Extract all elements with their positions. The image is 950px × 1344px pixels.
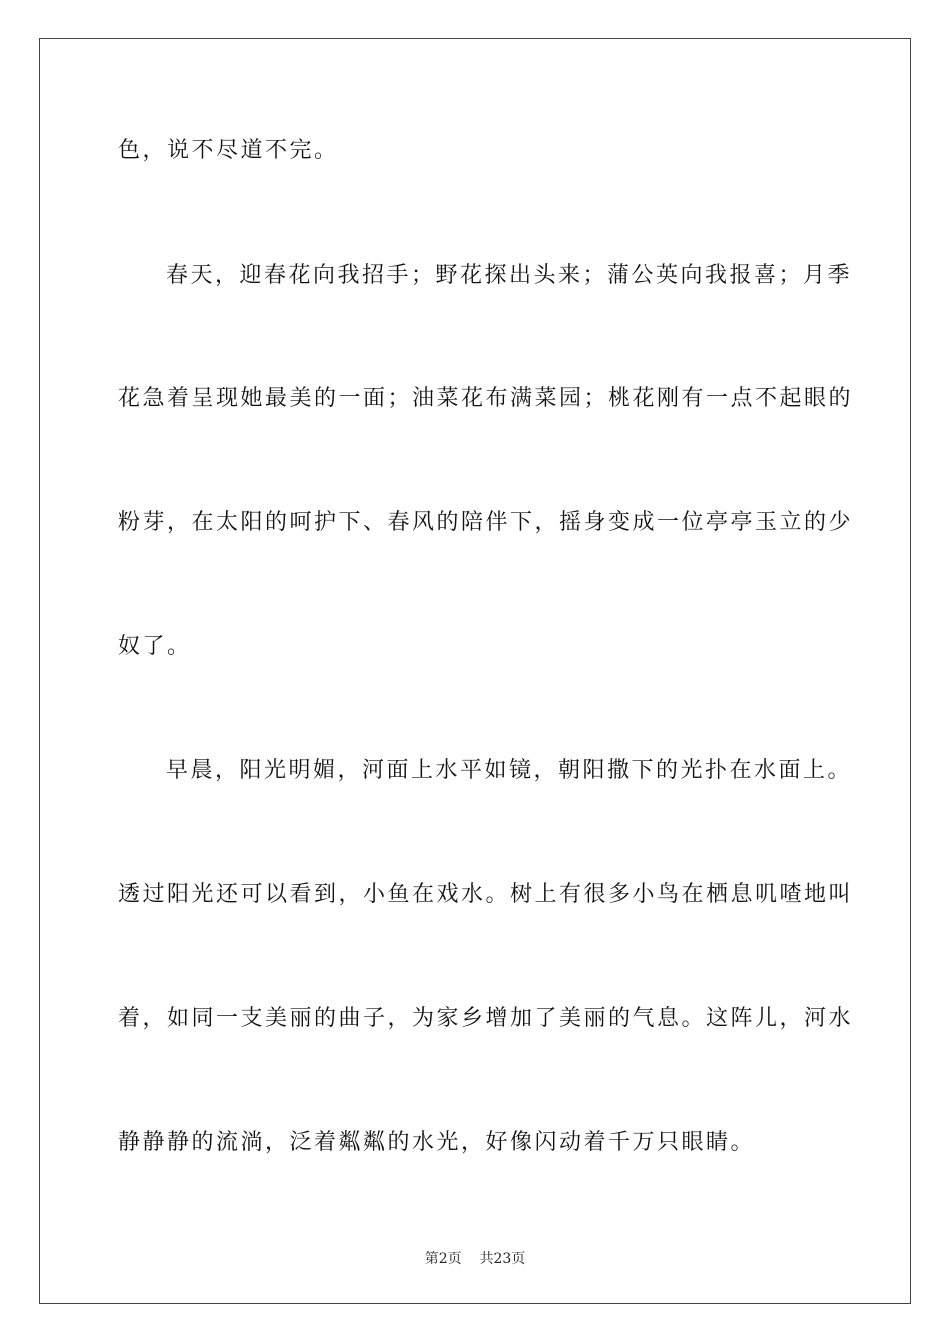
page-number: 第2页 <box>424 1251 462 1267</box>
text-line: 花急着呈现她最美的一面；油菜花布满菜园；桃花刚有一点不起眼的 <box>118 386 854 411</box>
page-border <box>39 38 911 1304</box>
paragraph-start-line: 早晨，阳光明媚，河面上水平如镜，朝阳撒下的光扑在水面上。 <box>166 758 853 783</box>
text-line: 色，说不尽道不完。 <box>118 138 339 163</box>
text-line: 着，如同一支美丽的曲子，为家乡增加了美丽的气息。这阵儿，河水 <box>118 1006 854 1031</box>
text-line: 奴了。 <box>118 634 192 659</box>
page-footer <box>0 1248 950 1268</box>
text-line: 透过阳光还可以看到，小鱼在戏水。树上有很多小鸟在栖息叽喳地叫 <box>118 882 854 907</box>
text-line: 静静静的流淌，泛着粼粼的水光，好像闪动着千万只眼睛。 <box>118 1130 756 1155</box>
total-pages: 共23页 <box>479 1251 526 1267</box>
paragraph-start-line: 春天，迎春花向我招手；野花探出头来；蒲公英向我报喜；月季 <box>166 263 853 288</box>
text-line: 粉芽，在太阳的呵护下、春风的陪伴下，摇身变成一位亭亭玉立的少 <box>118 510 854 535</box>
